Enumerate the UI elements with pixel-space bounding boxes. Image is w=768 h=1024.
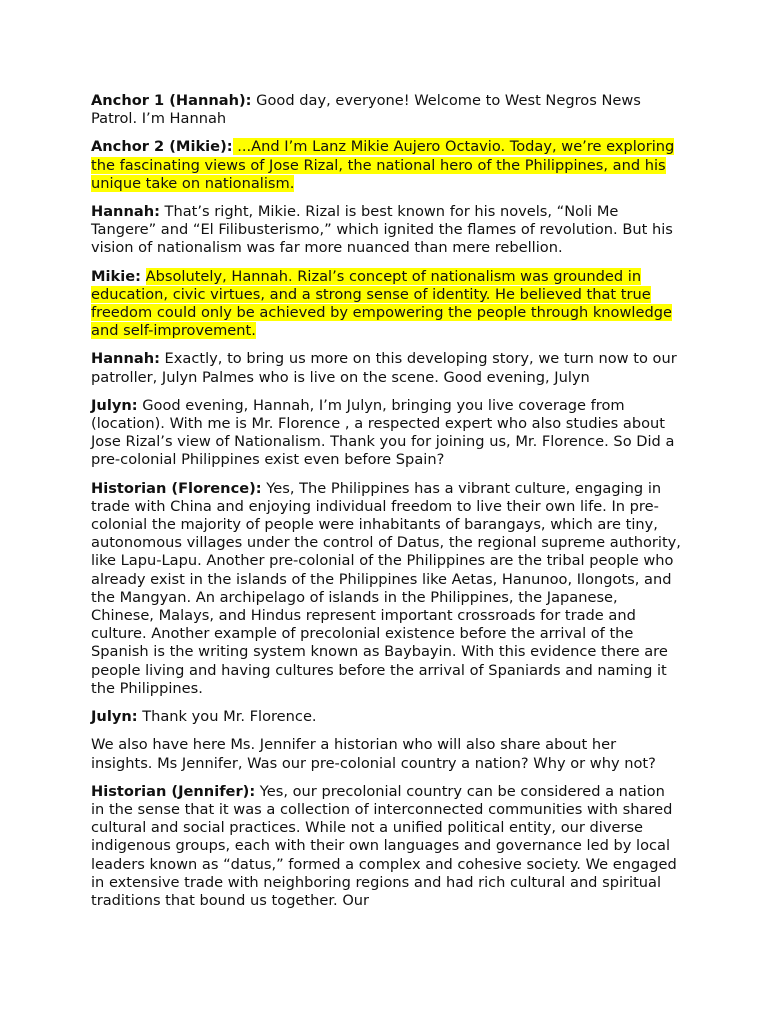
dialogue-text: We also have here Ms. Jennifer a historian who will also share about her insights. Ms Jennifer, Was our pre-colonial country a nation? Why or why not? xyxy=(91,736,656,772)
speaker-label: Hannah: xyxy=(91,203,160,221)
speaker-label: Anchor 1 (Hannah): xyxy=(91,92,252,109)
dialogue-text: Yes, our precolonial country can be considered a nation in the sense that it was a collection of interconnected communities with shared cultural and social practices. While not a unified political entity, our diverse indigenous groups, each with their own languages and governance led by local leaders known as “datus,” formed a complex and cohesive society. We engaged in extensive trade with neighboring regions and had rich cultural and spiritual traditions that bound us together. Our xyxy=(91,782,677,909)
dialogue-paragraph xyxy=(91,708,681,726)
dialogue-text: Good day, everyone! Welcome to West Negros News Patrol. I’m Hannah xyxy=(91,92,641,128)
highlighted-dialogue-text: ...And I’m Lanz Mikie Aujero Octavio. Today, we’re exploring the fascinating views of Jose Rizal, the national hero of the Philippines, and his unique take on nationalism. xyxy=(91,138,675,192)
dialogue-paragraph xyxy=(91,92,681,128)
dialogue-text: Good evening, Hannah, I’m Julyn, bringing you live coverage from (location). With me is Mr. Florence , a respected expert who also studies about Jose Rizal’s view of Nationalism. Thank you for joining us, Mr. Florence. So Did a pre-colonial Philippines exist even before Spain? xyxy=(91,396,675,469)
dialogue-paragraph xyxy=(91,138,681,193)
speaker-label: Historian (Florence): xyxy=(91,479,262,497)
document-page xyxy=(91,92,681,920)
speaker-label: Hannah: xyxy=(91,350,160,368)
speaker-label: Julyn: xyxy=(91,396,138,414)
dialogue-paragraph xyxy=(91,397,681,470)
highlighted-dialogue-text: Absolutely, Hannah. Rizal’s concept of nationalism was grounded in education, civic virtues, and a strong sense of identity. He believed that true freedom could only be achieved by empowering the people through knowledge and self-improvement. xyxy=(91,267,672,340)
speaker-label: Anchor 2 (Mikie): xyxy=(91,138,233,156)
speaker-label: Julyn: xyxy=(91,708,138,726)
dialogue-text: That’s right, Mikie. Rizal is best known for his novels, “Noli Me Tangere” and “El Filibusterismo,” which ignited the flames of revolution. But his vision of nationalism was far more nuanced than mere rebellion. xyxy=(91,203,673,257)
speaker-label: Historian (Jennifer): xyxy=(91,782,256,800)
dialogue-paragraph xyxy=(91,268,681,341)
dialogue-paragraph xyxy=(91,203,681,258)
speaker-label: Mikie: xyxy=(91,267,141,285)
dialogue-text: Thank you Mr. Florence. xyxy=(137,708,317,726)
dialogue-text: Exactly, to bring us more on this developing story, we turn now to our patroller, Julyn Palmes who is live on the scene. Good evening, Julyn xyxy=(91,350,677,386)
dialogue-paragraph xyxy=(91,350,681,386)
dialogue-paragraph xyxy=(91,736,681,772)
dialogue-text: Yes, The Philippines has a vibrant culture, engaging in trade with China and enjoying individual freedom to live their own life. In pre-colonial the majority of people were inhabitants of barangays, which are tiny, autonomous villages under the control of Datus, the regional supreme authority, like Lapu-Lapu. Another pre-colonial of the Philippines are the tribal people who already exist in the islands of the Philippines like Aetas, Hanunoo, Ilongots, and the Mangyan. An archipelago of islands in the Philippines, the Japanese, Chinese, Malays, and Hindus represent important crossroads for trade and culture. Another example of precolonial existence before the arrival of the Spanish is the writing system known as Baybayin. With this evidence there are people living and having cultures before the arrival of Spaniards and naming it the Philippines. xyxy=(91,479,681,697)
dialogue-paragraph xyxy=(91,783,681,910)
dialogue-paragraph xyxy=(91,480,681,698)
